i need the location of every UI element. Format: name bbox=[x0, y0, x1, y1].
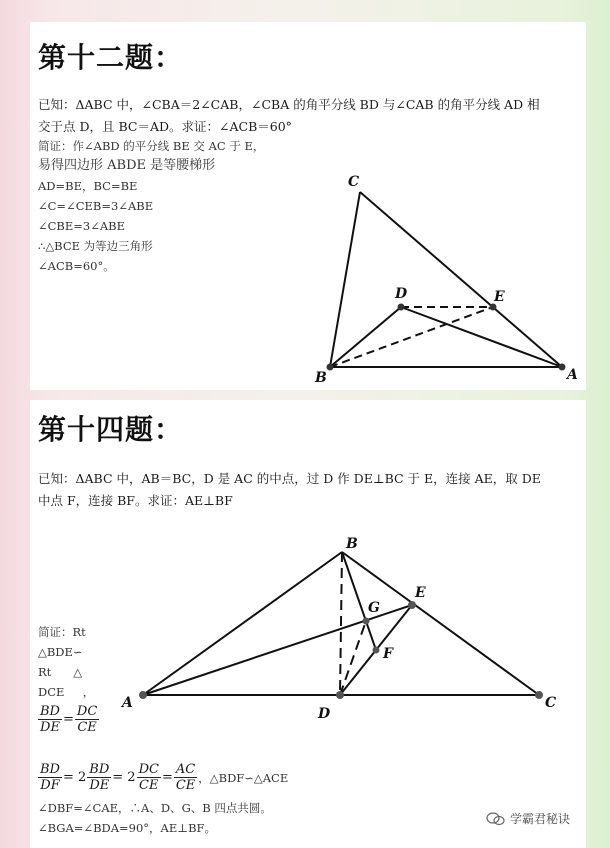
point-d bbox=[398, 304, 405, 311]
point-a bbox=[559, 364, 566, 371]
segment-bc bbox=[342, 552, 539, 695]
wechat-icon bbox=[486, 812, 506, 826]
label-d: D bbox=[318, 706, 331, 722]
proof-line: ∠ACB=60°。 bbox=[38, 259, 115, 273]
point-g bbox=[363, 618, 370, 625]
fraction-equation-2: $\frac{BD}{DF}$ = 2 $\frac{BD}{DE}$ = 2 $\frac{DC}{CE}$ = $\frac{AC}{CE}$ ，△BDF∽△ACE bbox=[40, 762, 289, 793]
label-b: B bbox=[315, 370, 327, 386]
point-a bbox=[139, 691, 147, 699]
label-d: D bbox=[395, 286, 408, 302]
label-e: E bbox=[415, 585, 426, 601]
fraction: $\frac{DC}{CE}$ bbox=[138, 762, 159, 793]
proof-line: ∠C=∠CEB=3∠ABE bbox=[38, 199, 154, 213]
proof-line: 易得四边形 ABDE 是等腰梯形 bbox=[38, 158, 216, 173]
proof-line: ∴△BCE 为等边三角形 bbox=[38, 239, 153, 253]
problem-12-figure bbox=[30, 22, 586, 390]
problem-14-title: 第十四题： bbox=[38, 413, 184, 446]
proof-line: △BDE∽ bbox=[38, 645, 83, 659]
problem-14-sheet bbox=[30, 400, 586, 848]
label-a: A bbox=[567, 367, 578, 383]
label-c: C bbox=[348, 174, 360, 190]
problem-12-title: 第十二题： bbox=[38, 41, 184, 74]
segment-be bbox=[330, 307, 493, 367]
fraction: $\frac{BD}{DF}$ bbox=[40, 762, 60, 793]
problem-12-given-line1: 已知：ΔABC 中，∠CBA＝2∠CAB，∠CBA 的角平分线 BD 与∠CAB 的角平分线 AD 相 bbox=[38, 97, 540, 112]
segment-ae bbox=[143, 605, 412, 695]
problem-14-figure bbox=[30, 400, 586, 848]
point-b bbox=[327, 364, 334, 371]
segment-bd bbox=[330, 307, 401, 367]
proof-line: ∠CBE=3∠ABE bbox=[38, 219, 126, 233]
point-e bbox=[408, 601, 416, 609]
label-e: E bbox=[494, 289, 505, 305]
proof-line-a: ∠DBF=∠CAE，∴A、D、G、B 四点共圆。 bbox=[38, 801, 272, 815]
proof-line: DCE ， bbox=[38, 685, 95, 699]
proof-line-b: ∠BGA=∠BDA=90°，AE⊥BF。 bbox=[38, 821, 217, 835]
fraction: $\frac{BD}{DE}$ bbox=[40, 704, 60, 735]
problem-12-sheet bbox=[30, 22, 586, 390]
fraction: $\frac{AC}{CE}$ bbox=[175, 762, 196, 793]
watermark-text: 学霸君秘诀 bbox=[510, 812, 571, 826]
point-f bbox=[373, 647, 380, 654]
label-c: C bbox=[545, 695, 557, 711]
fraction-equation-1: $\frac{BD}{DE}$ = $\frac{DC}{CE}$ bbox=[40, 704, 98, 735]
problem-12-given-line2: 交于点 D，且 BC＝AD。求证：∠ACB＝60° bbox=[38, 119, 292, 134]
label-g: G bbox=[368, 600, 380, 616]
label-a: A bbox=[122, 695, 133, 711]
proof-line: 简证：Rt bbox=[38, 625, 86, 639]
proof-line: Rt △ bbox=[38, 665, 83, 679]
label-f: F bbox=[383, 646, 393, 662]
label-b: B bbox=[346, 536, 358, 552]
watermark bbox=[486, 810, 570, 827]
problem-14-given-line2: 中点 F，连接 BF。求证：AE⊥BF bbox=[38, 493, 233, 508]
segment-bc bbox=[330, 192, 360, 367]
proof-line: 简证：作∠ABD 的平分线 BE 交 AC 于 E， bbox=[38, 139, 265, 153]
point-c bbox=[535, 691, 543, 699]
segment-ca bbox=[360, 192, 562, 367]
segment-ab bbox=[143, 552, 342, 695]
fraction: $\frac{DC}{CE}$ bbox=[76, 704, 98, 735]
segment-da bbox=[401, 307, 562, 367]
segment-bd bbox=[340, 552, 342, 695]
fraction: $\frac{BD}{DE}$ bbox=[89, 762, 110, 793]
proof-line: AD=BE，BC=BE bbox=[38, 179, 138, 193]
point-d bbox=[336, 691, 344, 699]
segment-dg bbox=[340, 621, 366, 695]
problem-14-given-line1: 已知：ΔABC 中，AB＝BC，D 是 AC 的中点，过 D 作 DE⊥BC 于 E，连接 AE，取 DE bbox=[38, 471, 541, 486]
